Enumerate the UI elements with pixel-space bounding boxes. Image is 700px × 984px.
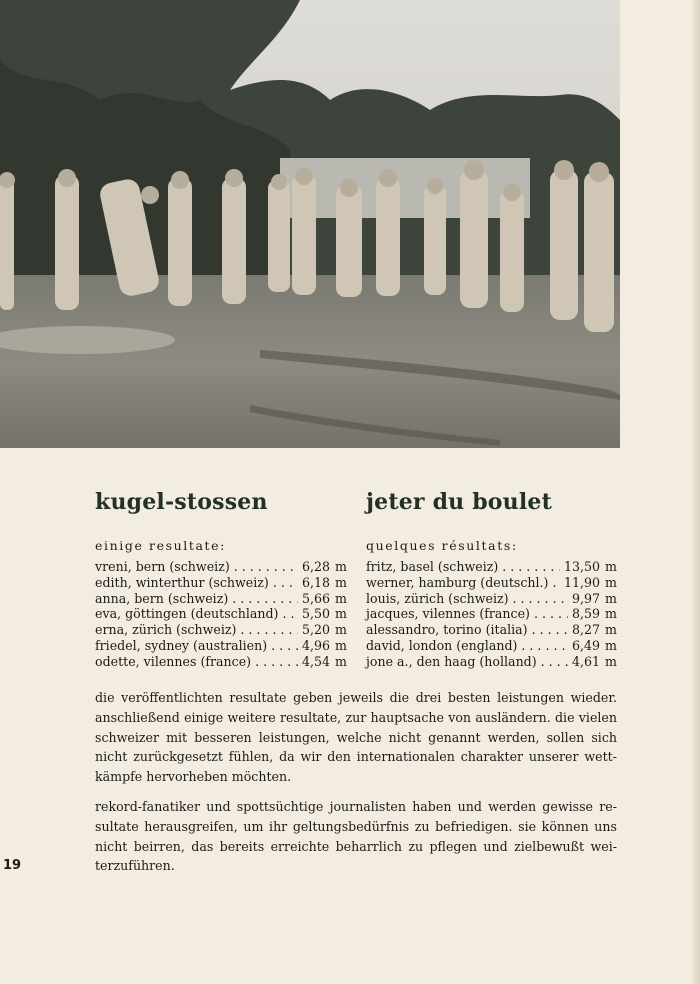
- result-name: erna, zürich (schweiz): [95, 622, 237, 638]
- result-row: [95, 591, 347, 607]
- result-name: jone a., den haag (holland): [366, 653, 537, 669]
- result-value: 6,18: [301, 574, 330, 590]
- result-unit: m: [335, 574, 347, 590]
- result-value: 5,66: [301, 590, 330, 606]
- result-name: anna, bern (schweiz): [95, 590, 229, 606]
- result-name: friedel, sydney (australien): [95, 637, 268, 653]
- result-name: edith, winterthur (schweiz): [95, 574, 269, 590]
- photo-illustration: [0, 0, 620, 448]
- results-list-right: [366, 559, 617, 670]
- result-name: david, london (england): [366, 637, 518, 653]
- result-row: [95, 559, 347, 575]
- result-name: werner, hamburg (deutschl.): [366, 574, 549, 590]
- page-edge-shadow: [692, 0, 700, 984]
- result-unit: m: [605, 606, 617, 622]
- result-unit: m: [335, 606, 347, 622]
- result-value: 4,54: [301, 653, 330, 669]
- result-row: [95, 606, 347, 622]
- results-list-left: [95, 559, 347, 670]
- page-number: 19: [3, 858, 22, 873]
- result-value: 9,97: [571, 590, 600, 606]
- result-value: 4,96: [301, 637, 330, 653]
- body-paragraph-1: die veröffentlichten resultate geben jeweils die drei besten leistungen wieder. anschließend einige weitere resultate, zur hauptsache von ausländern. die vielen schweizer mit besseren leistungen, welche nicht genannt werden, sollen sich nicht zurückgesetzt fühlen, da wir den internationalen charakter unserer wettkämpfe hervorheben möchten.: [95, 690, 617, 785]
- result-unit: m: [335, 653, 347, 669]
- result-unit: m: [605, 653, 617, 669]
- result-row: [366, 575, 617, 591]
- result-row: [366, 606, 617, 622]
- result-row: [95, 654, 347, 670]
- result-value: 5,20: [301, 622, 330, 638]
- result-value: 4,61: [571, 653, 600, 669]
- result-unit: m: [335, 559, 347, 574]
- result-name: louis, zürich (schweiz): [366, 590, 509, 606]
- photo: [0, 0, 620, 448]
- result-row: [366, 654, 617, 670]
- result-value: 6,28: [301, 559, 330, 574]
- result-unit: m: [605, 590, 617, 606]
- result-row: [95, 638, 347, 654]
- result-unit: m: [335, 622, 347, 638]
- result-row: [366, 559, 617, 575]
- subtitle-quelques-resultats: quelques résultats:: [366, 538, 518, 553]
- result-name: jacques, vilennes (france): [366, 606, 530, 622]
- result-name: alessandro, torino (italia): [366, 622, 528, 638]
- result-row: [366, 638, 617, 654]
- result-row: [95, 575, 347, 591]
- result-row: [366, 622, 617, 638]
- result-value: 8,59: [571, 606, 600, 622]
- body-paragraph-2: rekord-fanatiker und spottsüchtige journalisten haben und werden gewisse resultate herausgreifen, um ihr geltungsbedürfnis zu befriedigen. sie können uns nicht beirren, das bereits erreichte beharrlich zu pflegen und zielbewußt weiterzuführen.: [95, 799, 617, 874]
- result-value: 11,90: [563, 574, 600, 590]
- result-unit: m: [335, 637, 347, 653]
- result-unit: m: [605, 637, 617, 653]
- result-value: 8,27: [571, 622, 600, 638]
- result-name: vreni, bern (schweiz): [95, 559, 230, 574]
- result-row: [95, 622, 347, 638]
- result-value: 5,50: [301, 606, 330, 622]
- result-unit: m: [605, 622, 617, 638]
- result-unit: m: [605, 574, 617, 590]
- result-value: 13,50: [563, 559, 600, 574]
- title-jeter-du-boulet: jeter du boulet: [366, 489, 552, 515]
- title-kugel-stossen: kugel-stossen: [95, 489, 268, 515]
- result-unit: m: [605, 559, 617, 574]
- result-row: [366, 591, 617, 607]
- subtitle-einige-resultate: einige resultate:: [95, 538, 226, 553]
- result-unit: m: [335, 590, 347, 606]
- result-name: fritz, basel (schweiz): [366, 559, 499, 574]
- result-name: odette, vilennes (france): [95, 653, 252, 669]
- result-value: 6,49: [571, 637, 600, 653]
- result-name: eva, göttingen (deutschland): [95, 606, 279, 622]
